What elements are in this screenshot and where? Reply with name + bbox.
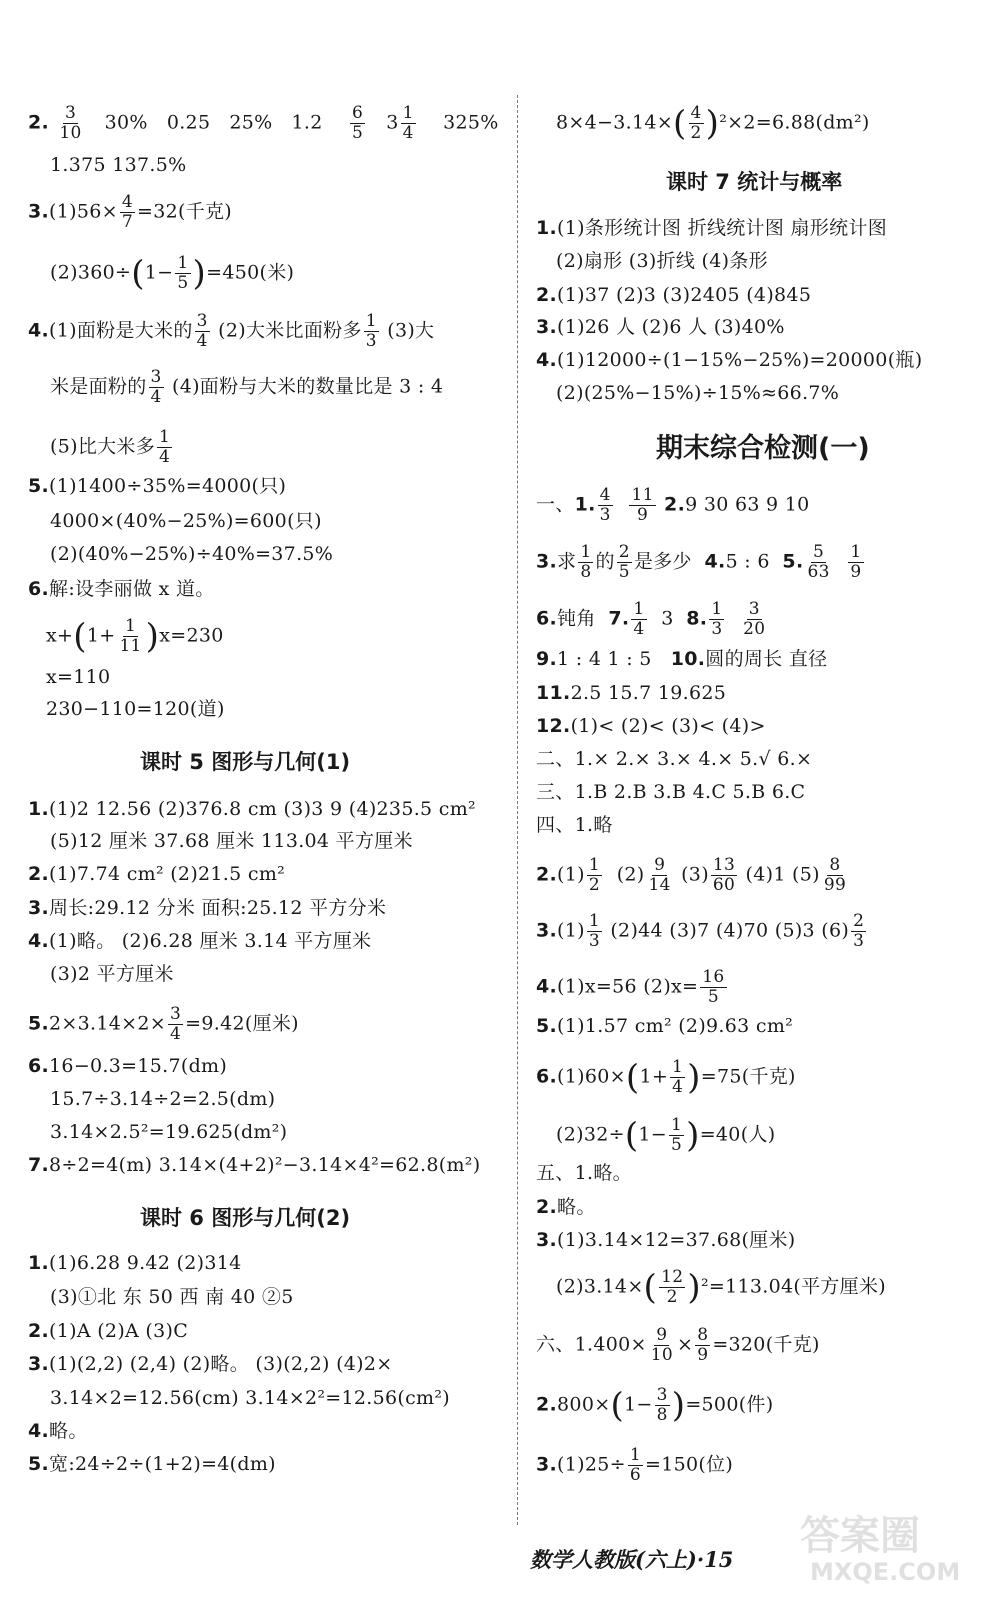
answer-4-2: 米是面粉的 $\frac{3}{4}$ (4)面粉与大米的数量比是 3 : 4 bbox=[50, 367, 444, 407]
s5-answer-4-cont: (3)2 平方厘米 bbox=[50, 963, 174, 985]
column-divider bbox=[517, 95, 518, 1525]
s6-answer-4: 4.略。 bbox=[28, 1420, 88, 1442]
answer-5-2: 4000×(40%−25%)=600(只) bbox=[50, 510, 322, 532]
answer-2-cont: 1.375 137.5% bbox=[50, 154, 187, 176]
answer-6-3: x=110 bbox=[46, 666, 111, 688]
answer-2: 2. $\frac{3}{10}$ 30% 0.25 25% 1.2 $\frac{6}{5}$ 3 $\frac{1}{4}$ 325% bbox=[28, 103, 499, 143]
answer-4-1: 4.(1)面粉是大米的 $\frac{3}{4}$ (2)大米比面粉多 $\frac{1}{3}$ (3)大 bbox=[28, 311, 435, 351]
exam-4-5: 5.(1)1.57 cm² (2)9.63 cm² bbox=[536, 1015, 794, 1037]
exam-3: 三、1.B 2.B 3.B 4.C 5.B 6.C bbox=[536, 781, 806, 803]
s7-answer-4: 4.(1)12000÷(1−15%−25%)=20000(瓶) bbox=[536, 349, 923, 371]
watermark-logo: 答案圈 MXQE.COM bbox=[800, 1513, 961, 1586]
answer-3-1: 3.(1)56× $\frac{4}{7}$ =32(千克) bbox=[28, 192, 233, 232]
s5-answer-5: 5.2×3.14×2× $\frac{3}{4}$ =9.42(厘米) bbox=[28, 1004, 299, 1044]
s6-answer-2: 2.(1)A (2)A (3)C bbox=[28, 1320, 189, 1342]
answer-6-1: 6.解:设李丽做 x 道。 bbox=[28, 578, 215, 600]
s5-answer-4: 4.(1)略。 (2)6.28 厘米 3.14 平方厘米 bbox=[28, 930, 372, 952]
s7-answer-1-cont: (2)扇形 (3)折线 (4)条形 bbox=[556, 250, 768, 272]
exam-5-3-cont: (2)3.14×( $\frac{12}{2}$ )²=113.04(平方厘米) bbox=[556, 1267, 886, 1308]
page-footer: 数学人教版(六上)·15 bbox=[530, 1547, 734, 1572]
s6-answer-3: 3.(1)(2,2) (2,4) (2)略。 (3)(2,2) (4)2× bbox=[28, 1353, 393, 1375]
exam-2: 二、1.× 2.× 3.× 4.× 5.√ 6.× bbox=[536, 748, 813, 770]
s5-answer-3: 3.周长:29.12 分米 面积:25.12 平方分米 bbox=[28, 897, 387, 919]
exam-4-4: 4.(1)x=56 (2)x= $\frac{16}{5}$ bbox=[536, 967, 725, 1007]
exam-1-3: 3.求 $\frac{1}{8}$ 的 $\frac{2}{5}$ 是多少 4.5 : 6 5. $\frac{5}{63}$ $\frac{1}{9}$ bbox=[536, 542, 862, 582]
exam-1-12: 12.(1)< (2)< (3)< (4)> bbox=[536, 715, 766, 737]
s5-answer-2: 2.(1)7.74 cm² (2)21.5 cm² bbox=[28, 863, 286, 885]
s6-answer-1: 1.(1)6.28 9.42 (2)314 bbox=[28, 1252, 242, 1274]
answer-5-1: 5.(1)1400÷35%=4000(只) bbox=[28, 475, 287, 497]
section-heading-5: 课时 5 图形与几何(1) bbox=[140, 750, 351, 774]
prev-answer-cont: 8×4−3.14×( $\frac{4}{2}$ )²×2=6.88(dm²) bbox=[556, 103, 870, 144]
s7-answer-2: 2.(1)37 (2)3 (3)2405 (4)845 bbox=[536, 284, 812, 306]
s7-answer-3: 3.(1)26 人 (2)6 人 (3)40% bbox=[536, 316, 785, 338]
s5-answer-6-cont1: 15.7÷3.14÷2=2.5(dm) bbox=[50, 1088, 276, 1110]
section-heading-7: 课时 7 统计与概率 bbox=[666, 170, 843, 194]
exam-4-1: 四、1.略 bbox=[536, 814, 613, 836]
answer-6-4: 230−110=120(道) bbox=[46, 698, 225, 720]
exam-4-6-cont: (2)32÷(1− $\frac{1}{5}$ )=40(人) bbox=[556, 1115, 776, 1156]
exam-6-3: 3.(1)25÷ $\frac{1}{6}$ =150(位) bbox=[536, 1445, 734, 1485]
exam-5-2: 2.略。 bbox=[536, 1196, 596, 1218]
s5-answer-7: 7.8÷2=4(m) 3.14×(4+2)²−3.14×4²=62.8(m²) bbox=[28, 1154, 481, 1176]
exam-6-2: 2.800×(1− $\frac{3}{8}$ )=500(件) bbox=[536, 1385, 774, 1426]
s5-answer-6: 6.16−0.3=15.7(dm) bbox=[28, 1055, 228, 1077]
answer-3-2: (2)360÷(1− $\frac{1}{5}$ )=450(米) bbox=[50, 253, 295, 294]
s5-answer-1-cont: (5)12 厘米 37.68 厘米 113.04 平方厘米 bbox=[50, 830, 413, 852]
answer-4-3: (5)比大米多 $\frac{1}{4}$ bbox=[50, 427, 171, 467]
exam-1-6: 6.钝角 7. $\frac{1}{4}$ 3 8. $\frac{1}{3}$ $\frac{3}{20}$ bbox=[536, 599, 766, 639]
exam-1-9: 9.1 : 4 1 : 5 10.圆的周长 直径 bbox=[536, 648, 828, 670]
answer-6-2: x+(1+ $\frac{1}{11}$ )x=230 bbox=[46, 616, 224, 657]
s6-answer-5: 5.宽:24÷2÷(1+2)=4(dm) bbox=[28, 1453, 276, 1475]
s5-answer-6-cont2: 3.14×2.5²=19.625(dm²) bbox=[50, 1121, 288, 1143]
exam-5-3: 3.(1)3.14×12=37.68(厘米) bbox=[536, 1229, 796, 1251]
exam-1-11: 11.2.5 15.7 19.625 bbox=[536, 682, 727, 704]
exam-5-1: 五、1.略。 bbox=[536, 1162, 632, 1184]
exam-1-1: 一、1. $\frac{4}{3}$ $\frac{11}{9}$ 2.9 30 63 9 10 bbox=[536, 485, 810, 525]
s6-answer-1-cont: (3)①北 东 50 西 南 40 ②5 bbox=[50, 1286, 294, 1308]
s6-answer-3-cont: 3.14×2=12.56(cm) 3.14×2²=12.56(cm²) bbox=[50, 1387, 450, 1409]
exam-4-2: 2.(1) $\frac{1}{2}$ (2) $\frac{9}{14}$ (3) $\frac{13}{60}$ (4)1 (5) $\frac{8}{99}$ bbox=[536, 855, 847, 895]
s7-answer-1: 1.(1)条形统计图 折线统计图 扇形统计图 bbox=[536, 217, 888, 239]
exam-4-3: 3.(1) $\frac{1}{3}$ (2)44 (3)7 (4)70 (5)3 (6) $\frac{2}{3}$ bbox=[536, 911, 865, 951]
s5-answer-1: 1.(1)2 12.56 (2)376.8 cm (3)3 9 (4)235.5 cm² bbox=[28, 798, 476, 820]
section-heading-6: 课时 6 图形与几何(2) bbox=[140, 1206, 351, 1230]
exam-title: 期末综合检测(一) bbox=[656, 433, 870, 464]
exam-6-1: 六、1.400× $\frac{9}{10}$ × $\frac{8}{9}$ =320(千克) bbox=[536, 1325, 820, 1365]
answer-5-3: (2)(40%−25%)÷40%=37.5% bbox=[50, 543, 334, 565]
s7-answer-4-cont: (2)(25%−15%)÷15%≈66.7% bbox=[556, 382, 840, 404]
exam-4-6: 6.(1)60×(1+ $\frac{1}{4}$ )=75(千克) bbox=[536, 1057, 796, 1098]
